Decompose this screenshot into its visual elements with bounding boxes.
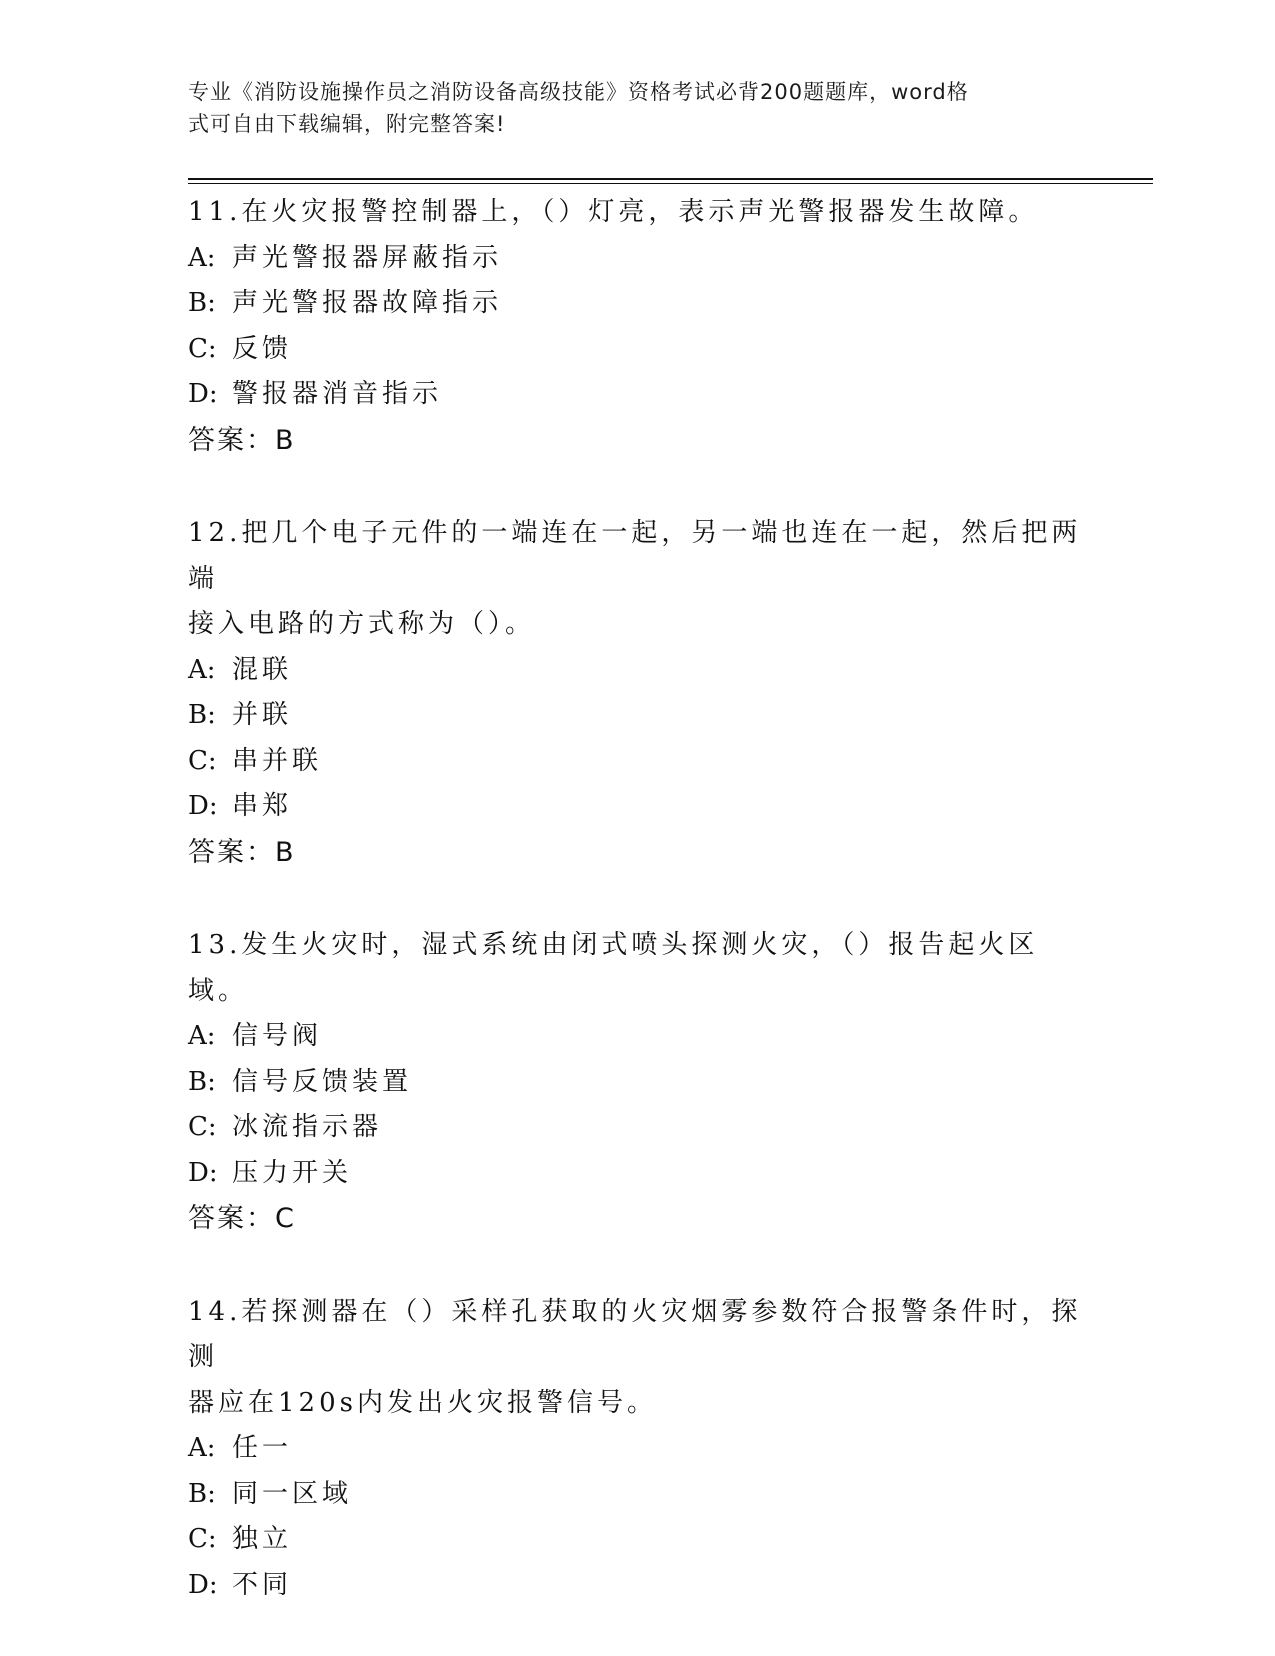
option-line xyxy=(188,1426,1088,1472)
option-letter: D: xyxy=(188,379,218,409)
question-block xyxy=(188,511,1088,875)
option-text: 同一区域 xyxy=(232,1478,353,1509)
option-text: 独立 xyxy=(232,1524,293,1554)
option-line xyxy=(188,784,1088,830)
option-line xyxy=(188,372,1088,418)
question-block xyxy=(188,190,1088,463)
option-line xyxy=(188,693,1088,739)
option-text: 压力开关 xyxy=(232,1157,353,1188)
option-line xyxy=(188,1472,1088,1518)
question-stem-line: 器应在120s内发出火灾报警信号。 xyxy=(188,1387,657,1418)
option-line xyxy=(188,236,1088,282)
option-text: 串郑 xyxy=(232,791,293,821)
header-line-2: 式可自由下载编辑，附完整答案! xyxy=(188,112,506,136)
option-text: 并联 xyxy=(232,700,293,730)
option-text: 冰流指示器 xyxy=(232,1112,383,1142)
option-letter: C: xyxy=(188,1112,217,1142)
option-letter: B: xyxy=(188,1066,216,1097)
option-line xyxy=(188,327,1088,373)
answer-line: 答案：B xyxy=(188,836,296,868)
header-rule-thick xyxy=(188,178,1153,180)
answer-line: 答案：B xyxy=(188,424,296,456)
question-list xyxy=(188,190,1088,1656)
answer-line: 答案：C xyxy=(188,1203,296,1234)
option-letter: C: xyxy=(188,1524,217,1554)
option-text: 混联 xyxy=(232,654,293,685)
option-letter: C: xyxy=(188,333,217,364)
option-line xyxy=(188,1151,1088,1197)
question-block xyxy=(188,923,1088,1242)
option-line xyxy=(188,739,1088,785)
option-letter: D: xyxy=(188,791,218,821)
option-letter: D: xyxy=(188,1157,218,1188)
option-letter: C: xyxy=(188,745,217,776)
option-text: 任一 xyxy=(232,1433,293,1463)
option-text: 反馈 xyxy=(232,333,293,364)
document-header xyxy=(188,76,1068,140)
option-text: 信号阀 xyxy=(232,1021,323,1051)
option-letter: D: xyxy=(188,1569,218,1600)
option-text: 信号反馈装置 xyxy=(232,1066,413,1097)
option-line xyxy=(188,281,1088,327)
question-stem-line: 接入电路的方式称为（）。 xyxy=(188,609,536,639)
header-line-1: 专业《消防设施操作员之消防设备高级技能》资格考试必背200题题库，word格 xyxy=(188,80,969,104)
option-text: 警报器消音指示 xyxy=(232,379,443,409)
option-letter: A: xyxy=(188,654,216,685)
option-line xyxy=(188,1060,1088,1106)
option-letter: A: xyxy=(188,242,216,273)
option-line xyxy=(188,1563,1088,1609)
option-letter: B: xyxy=(188,700,216,730)
option-line xyxy=(188,1105,1088,1151)
question-stem-line: 14.若探测器在（）采样孔获取的火灾烟雾参数符合报警条件时，探测 xyxy=(188,1296,1082,1372)
option-text: 不同 xyxy=(232,1569,293,1600)
option-text: 声光警报器屏蔽指示 xyxy=(232,242,503,273)
question-block xyxy=(188,1290,1088,1609)
option-letter: B: xyxy=(188,288,216,318)
question-stem-line: 11.在火灾报警控制器上，（）灯亮，表示声光警报器发生故障。 xyxy=(188,197,1039,227)
option-letter: A: xyxy=(188,1021,216,1051)
option-line xyxy=(188,1014,1088,1060)
header-rule-thin xyxy=(188,183,1153,184)
question-stem-line: 12.把几个电子元件的一端连在一起，另一端也连在一起，然后把两端 xyxy=(188,518,1082,594)
option-line xyxy=(188,648,1088,694)
option-text: 串并联 xyxy=(232,745,323,776)
option-line xyxy=(188,1517,1088,1563)
option-letter: A: xyxy=(188,1433,216,1463)
question-stem-line: 13.发生火灾时，湿式系统由闭式喷头探测火灾，（）报告起火区域。 xyxy=(188,930,1039,1006)
option-text: 声光警报器故障指示 xyxy=(232,288,503,318)
option-letter: B: xyxy=(188,1478,216,1509)
